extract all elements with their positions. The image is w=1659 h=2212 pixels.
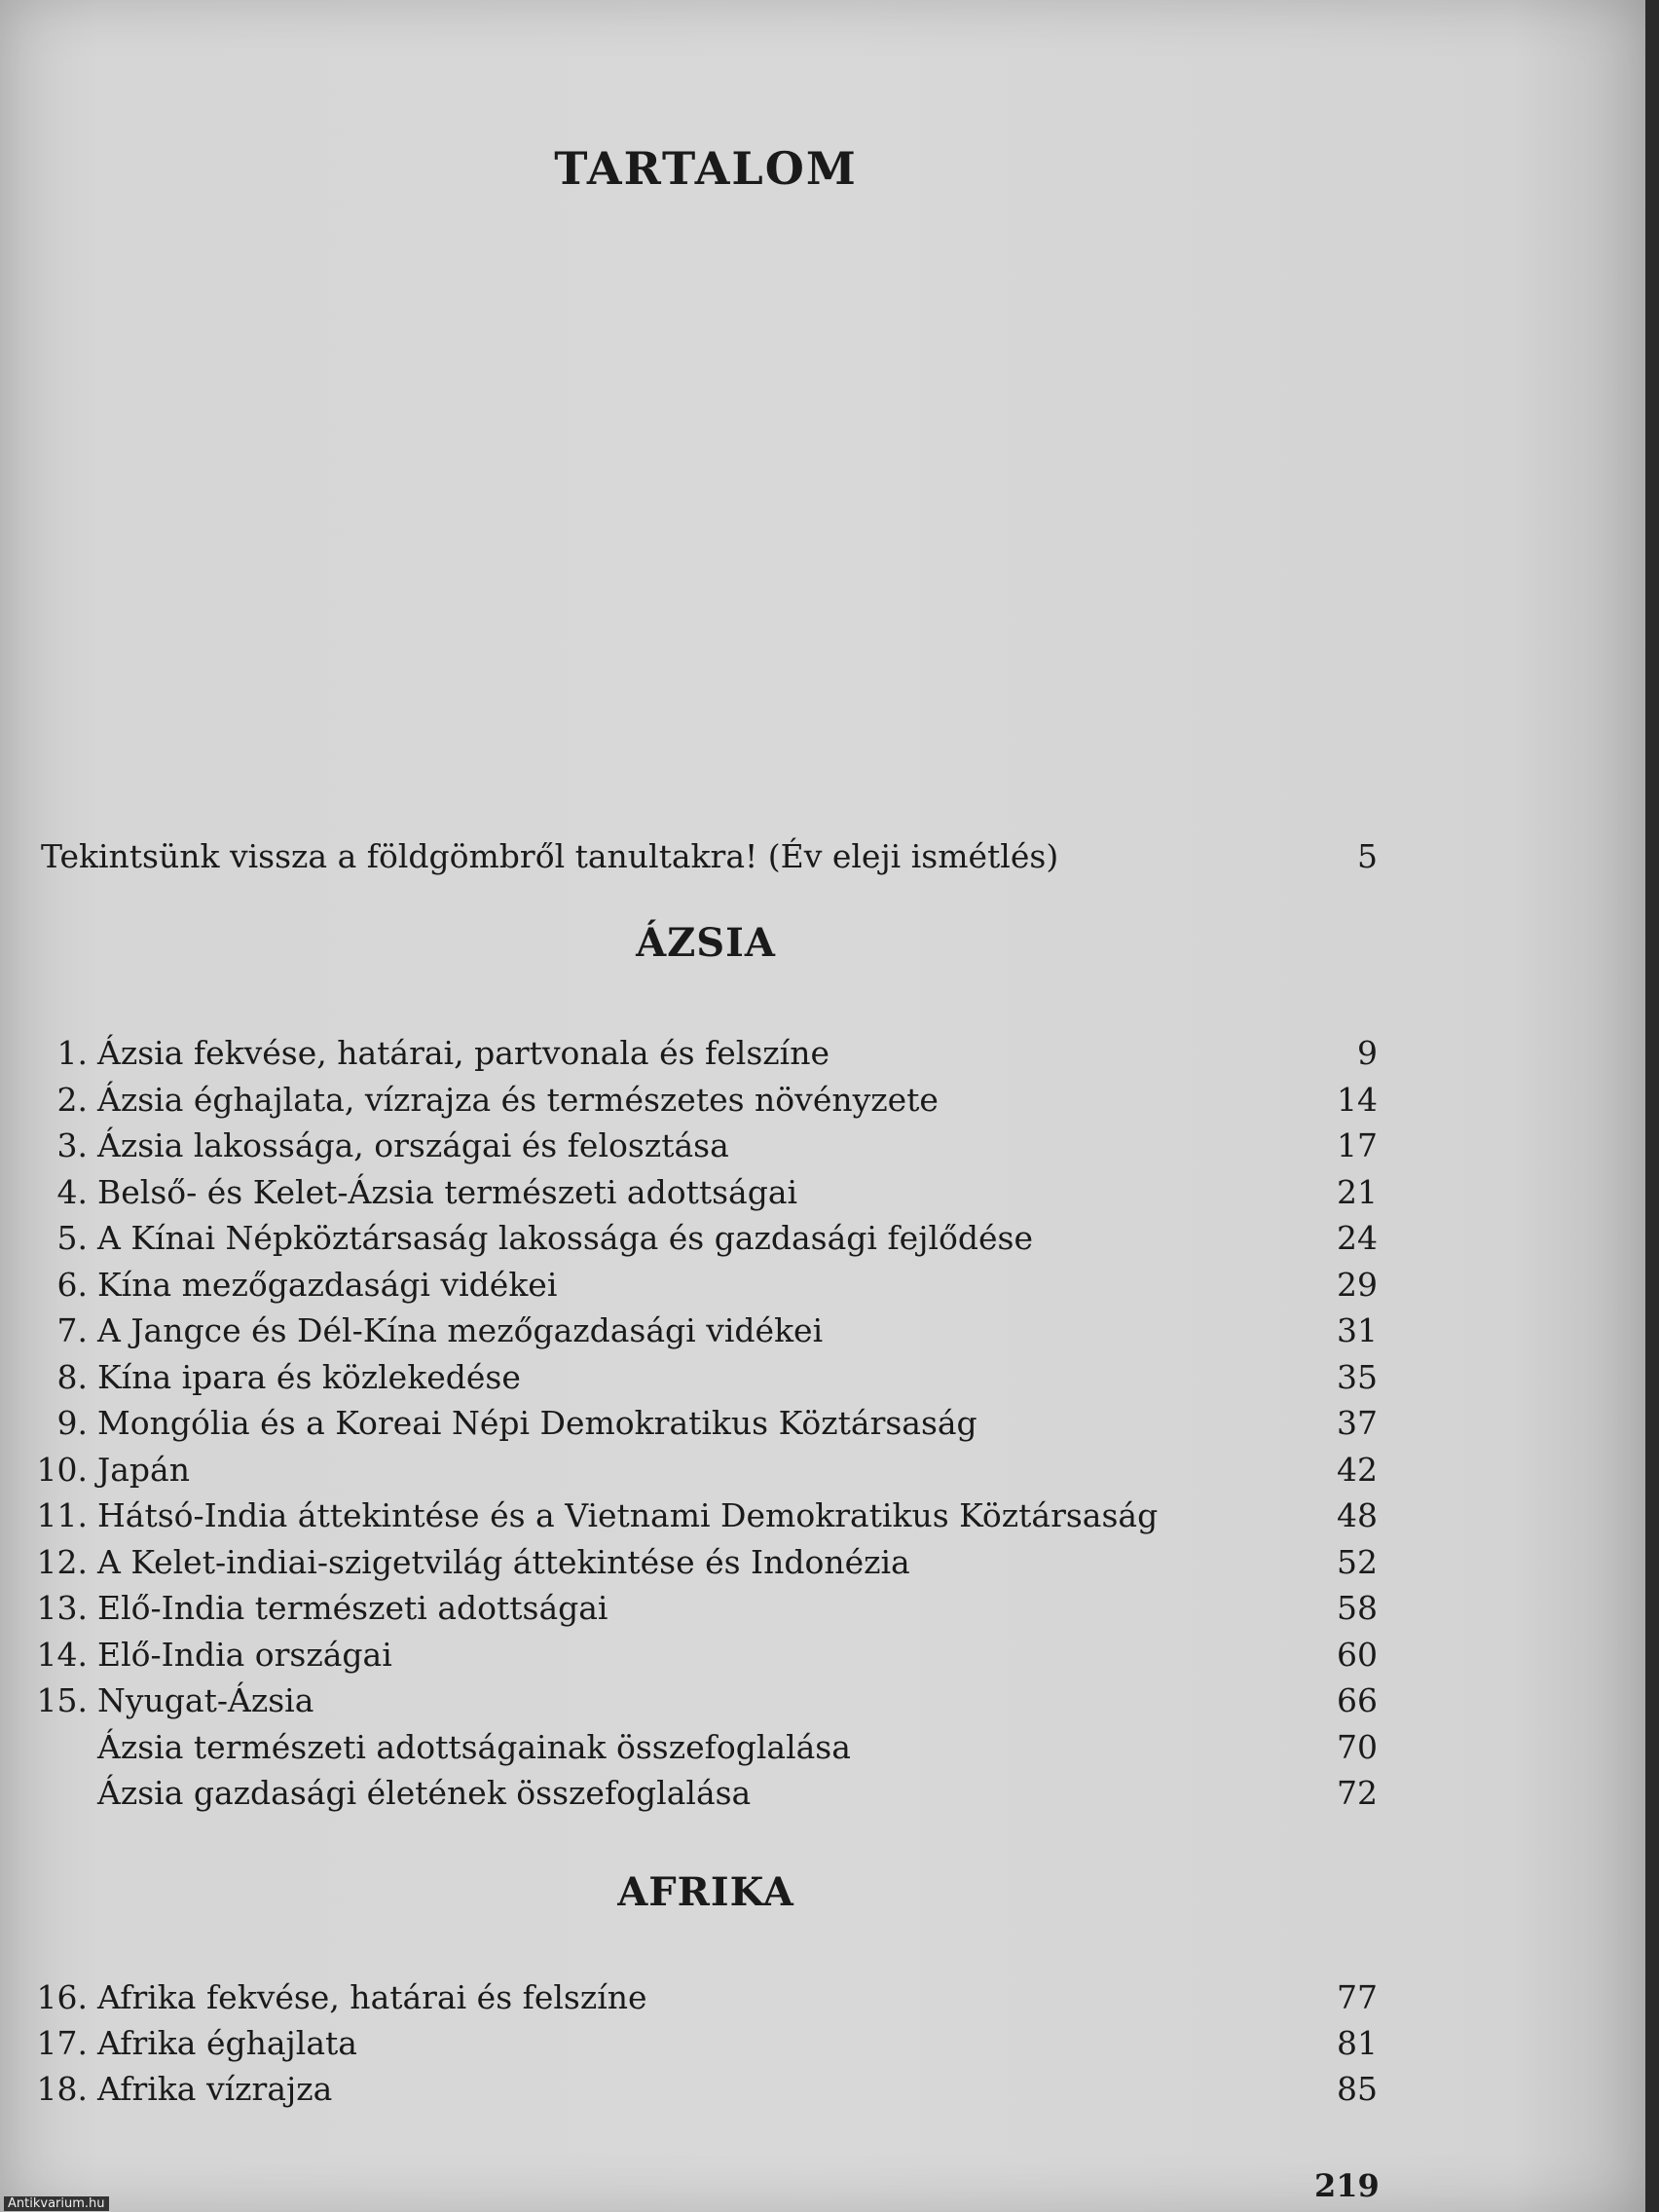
entry-page-number: 17	[1337, 1126, 1378, 1164]
entry-title: Afrika éghajlata	[97, 2024, 357, 2062]
entry-title: Ázsia lakossága, országai és felosztása	[97, 1126, 729, 1164]
section-heading-azsia: ÁZSIA	[636, 920, 776, 966]
page-number: 219	[1314, 2167, 1380, 2204]
toc-entry	[0, 1356, 1402, 1399]
toc-entry	[0, 1772, 1402, 1815]
entry-page-number: 60	[1337, 1635, 1378, 1674]
entry-page-number: 37	[1337, 1404, 1378, 1442]
entry-title: Ázsia éghajlata, vízrajza és természetes növényzete	[97, 1080, 939, 1119]
toc-entry	[0, 1726, 1402, 1769]
entry-page-number: 77	[1337, 1978, 1378, 2016]
entry-title: Belső- és Kelet-Ázsia természeti adottságai	[97, 1172, 798, 1211]
entry-title: A Kelet-indiai-szigetvilág áttekintése és Indonézia	[97, 1542, 910, 1581]
book-spine-edge	[1645, 0, 1659, 2212]
entry-number: 8.	[56, 1357, 88, 1396]
entry-page-number: 66	[1337, 1681, 1378, 1719]
toc-entry	[0, 1634, 1402, 1677]
entry-title: Elő-India természeti adottságai	[97, 1589, 608, 1627]
entry-title: Ázsia gazdasági életének összefoglalása	[97, 1774, 752, 1812]
toc-entry	[0, 1679, 1402, 1722]
entry-number: 16.	[36, 1978, 88, 2016]
entry-number: 5.	[56, 1219, 88, 1257]
entry-title: Mongólia és a Koreai Népi Demokratikus Köztársaság	[97, 1404, 977, 1442]
entry-page-number: 35	[1337, 1357, 1378, 1396]
entry-title: Kína mezőgazdasági vidékei	[97, 1265, 558, 1304]
entry-number: 15.	[36, 1681, 88, 1719]
toc-entry	[0, 1079, 1402, 1122]
toc-entry	[0, 1264, 1402, 1307]
toc-entry	[0, 1587, 1402, 1630]
entry-page-number: 29	[1337, 1265, 1378, 1304]
entry-page-number: 14	[1337, 1080, 1378, 1119]
entry-page-number: 70	[1337, 1727, 1378, 1766]
toc-entry	[0, 1124, 1402, 1167]
toc-entry	[0, 1976, 1402, 2019]
entry-title: Hátsó-India áttekintése és a Vietnami Demokratikus Köztársaság	[97, 1496, 1159, 1534]
toc-entry	[0, 1494, 1402, 1537]
entry-page-number: 9	[1357, 1034, 1378, 1072]
intro-entry	[0, 835, 1402, 878]
entry-page-number: 21	[1337, 1172, 1378, 1211]
toc-entry	[0, 1171, 1402, 1214]
entry-number: 7.	[56, 1311, 88, 1349]
toc-entry	[0, 1217, 1402, 1260]
intro-page-number: 5	[1357, 837, 1378, 875]
entry-page-number: 72	[1337, 1774, 1378, 1812]
entry-number: 4.	[56, 1172, 88, 1211]
entry-title: Ázsia természeti adottságainak összefoglalása	[97, 1727, 851, 1766]
entry-number: 6.	[56, 1265, 88, 1304]
toc-entry	[0, 1449, 1402, 1492]
entry-title: Elő-India országai	[97, 1635, 392, 1674]
entry-page-number: 48	[1337, 1496, 1378, 1534]
entry-page-number: 24	[1337, 1219, 1378, 1257]
toc-entry	[0, 1032, 1402, 1075]
entry-number: 13.	[36, 1589, 88, 1627]
entry-page-number: 31	[1337, 1311, 1378, 1349]
entry-title: Afrika fekvése, határai és felszíne	[97, 1978, 647, 2016]
entry-number: 14.	[36, 1635, 88, 1674]
entry-page-number: 52	[1337, 1542, 1378, 1581]
entry-number: 3.	[56, 1126, 88, 1164]
entry-title: A Jangce és Dél-Kína mezőgazdasági vidékei	[97, 1311, 824, 1349]
entry-number: 2.	[56, 1080, 88, 1119]
entry-title: Nyugat-Ázsia	[97, 1681, 314, 1719]
section-heading-afrika: AFRIKA	[617, 1869, 794, 1915]
entry-number: 9.	[56, 1404, 88, 1442]
entry-number: 17.	[36, 2024, 88, 2062]
entry-title: Kína ipara és közlekedése	[97, 1357, 521, 1396]
toc-entry	[0, 1541, 1402, 1584]
entry-title: A Kínai Népköztársaság lakossága és gazdasági fejlődése	[97, 1219, 1033, 1257]
entry-title: Japán	[97, 1450, 190, 1489]
entry-page-number: 42	[1337, 1450, 1378, 1489]
entry-title: Afrika vízrajza	[97, 2070, 333, 2108]
entry-number: 12.	[36, 1542, 88, 1581]
entry-number: 11.	[36, 1496, 88, 1534]
entry-number: 18.	[36, 2070, 88, 2108]
toc-entry	[0, 1309, 1402, 1352]
entry-title: Ázsia fekvése, határai, partvonala és felszíne	[97, 1034, 830, 1072]
toc-entry	[0, 2068, 1402, 2111]
toc-entry	[0, 2022, 1402, 2065]
page-title: TARTALOM	[554, 142, 858, 195]
entry-page-number: 58	[1337, 1589, 1378, 1627]
watermark: Antikvarium.hu	[4, 2196, 109, 2211]
intro-text: Tekintsünk vissza a földgömbről tanultakra! (Év eleji ismétlés)	[41, 837, 1059, 875]
entry-number: 10.	[36, 1450, 88, 1489]
entry-number: 1.	[56, 1034, 88, 1072]
entry-page-number: 81	[1337, 2024, 1378, 2062]
entry-page-number: 85	[1337, 2070, 1378, 2108]
toc-entry	[0, 1402, 1402, 1445]
